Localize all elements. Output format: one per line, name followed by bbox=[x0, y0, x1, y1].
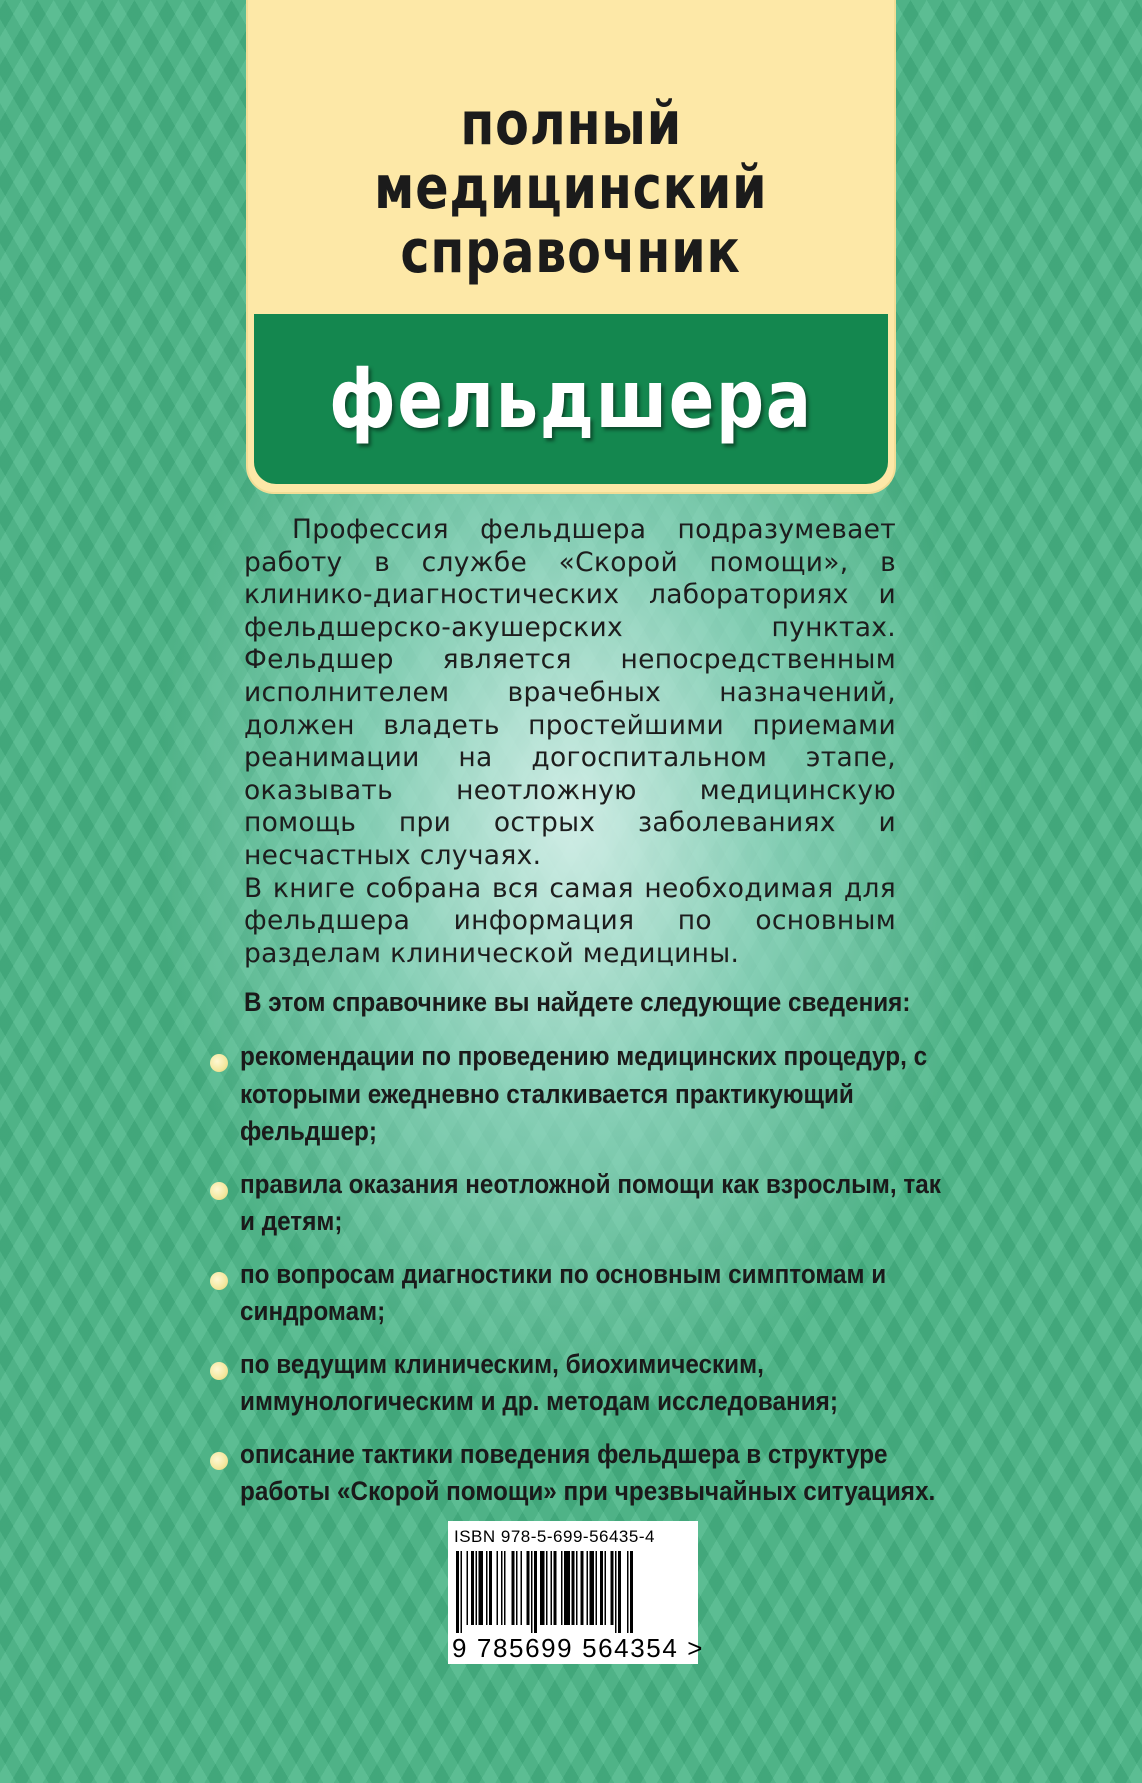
barcode-bar bbox=[546, 1551, 548, 1625]
barcode-bar bbox=[512, 1551, 515, 1625]
title-line-1: полный bbox=[460, 89, 682, 159]
list-item bbox=[210, 1436, 940, 1511]
barcode-bar bbox=[590, 1551, 595, 1625]
barcode-bar bbox=[540, 1551, 545, 1625]
title-band bbox=[254, 314, 888, 484]
barcode-bar bbox=[572, 1551, 575, 1625]
ean-number: 9 785699 564354 > bbox=[452, 1633, 705, 1663]
list-item-text: описание тактики поведения фельдшера в структуре работы «Скорой помощи» при чрезвычайных ситуациях. bbox=[240, 1438, 936, 1506]
barcode-icon bbox=[454, 1551, 692, 1633]
barcode-bar bbox=[564, 1551, 570, 1625]
contents-list bbox=[210, 1038, 940, 1526]
title-block bbox=[248, 0, 894, 314]
bullet-dot-icon bbox=[210, 1362, 228, 1380]
barcode-bar bbox=[581, 1551, 584, 1625]
title-band-text: фельдшера bbox=[329, 352, 813, 446]
barcode-bar bbox=[521, 1551, 523, 1625]
barcode-bar bbox=[611, 1551, 614, 1625]
barcode-bar bbox=[527, 1551, 530, 1625]
title-line-3: справочник bbox=[400, 217, 742, 287]
barcode-bar bbox=[627, 1551, 629, 1633]
list-item-text: правила оказания неотложной помощи как взрослым, так и детям; bbox=[240, 1168, 941, 1236]
barcode-bar bbox=[467, 1551, 469, 1625]
barcode-bar bbox=[456, 1551, 459, 1633]
barcode-bar bbox=[576, 1551, 578, 1625]
barcode-bar bbox=[596, 1551, 598, 1625]
list-item-text: по вопросам диагностики по основным симптомам и синдромам; bbox=[240, 1258, 887, 1326]
list-item-text: рекомендации по проведению медицинских процедур, с которыми ежедневно сталкивается практикующий фельдшер; bbox=[240, 1041, 928, 1146]
barcode-bar bbox=[615, 1551, 617, 1633]
barcode-bar bbox=[501, 1551, 503, 1625]
intro-paragraph-1: Профессия фельдшера подразумевает работу в службе «Скорой помощи», в клинико-диагностических лабораториях и фельдшерско-акушерских пунктах. Фельдшер является непосредственным исполнителем врачебных назначений, должен владеть простейшими приемами реанимации на догоспитальном этапе, оказывать неотложную медицинскую помощь при острых заболеваниях и несчастных случаях. bbox=[244, 514, 896, 871]
barcode-bar bbox=[561, 1551, 563, 1625]
barcode-bar bbox=[486, 1551, 488, 1625]
title-line-2: медицинский bbox=[374, 153, 768, 223]
list-item bbox=[210, 1166, 940, 1241]
barcode-bar bbox=[630, 1551, 633, 1633]
barcode-bar bbox=[531, 1551, 533, 1633]
bullet-dot-icon bbox=[210, 1054, 228, 1072]
contents-lead: В этом справочнике вы найдете следующие сведения: bbox=[244, 987, 911, 1017]
list-item bbox=[210, 1256, 940, 1331]
list-item bbox=[210, 1346, 940, 1421]
isbn-number: ISBN 978-5-699-56435-4 bbox=[454, 1527, 655, 1546]
barcode-label bbox=[448, 1521, 705, 1664]
barcode-bar bbox=[504, 1551, 506, 1625]
intro-paragraph-2: В книге собрана вся самая необходимая для фельдшера информация по основным разделам клинической медицины. bbox=[244, 872, 896, 969]
title-panel bbox=[248, 0, 894, 492]
barcode-bar bbox=[600, 1551, 603, 1625]
barcode-bar bbox=[489, 1551, 492, 1625]
barcode-bar bbox=[471, 1551, 474, 1625]
barcode-bar bbox=[551, 1551, 553, 1625]
barcode-bar bbox=[618, 1551, 621, 1633]
bullet-dot-icon bbox=[210, 1272, 228, 1290]
barcode-bar bbox=[461, 1551, 463, 1633]
barcode-bar bbox=[516, 1551, 518, 1625]
barcode-bar bbox=[554, 1551, 557, 1625]
bullet-dot-icon bbox=[210, 1452, 228, 1470]
barcode-bar bbox=[587, 1551, 589, 1625]
list-item-text: по ведущим клиническим, биохимическим, иммунологическим и др. методам исследования; bbox=[240, 1348, 838, 1416]
intro-text bbox=[244, 514, 896, 970]
barcode-bar bbox=[534, 1551, 537, 1633]
barcode-bar bbox=[479, 1551, 484, 1625]
barcode-bar bbox=[605, 1551, 607, 1625]
bullet-dot-icon bbox=[210, 1182, 228, 1200]
barcode-bar bbox=[497, 1551, 499, 1625]
list-item bbox=[210, 1038, 940, 1151]
barcode-bar bbox=[476, 1551, 478, 1625]
